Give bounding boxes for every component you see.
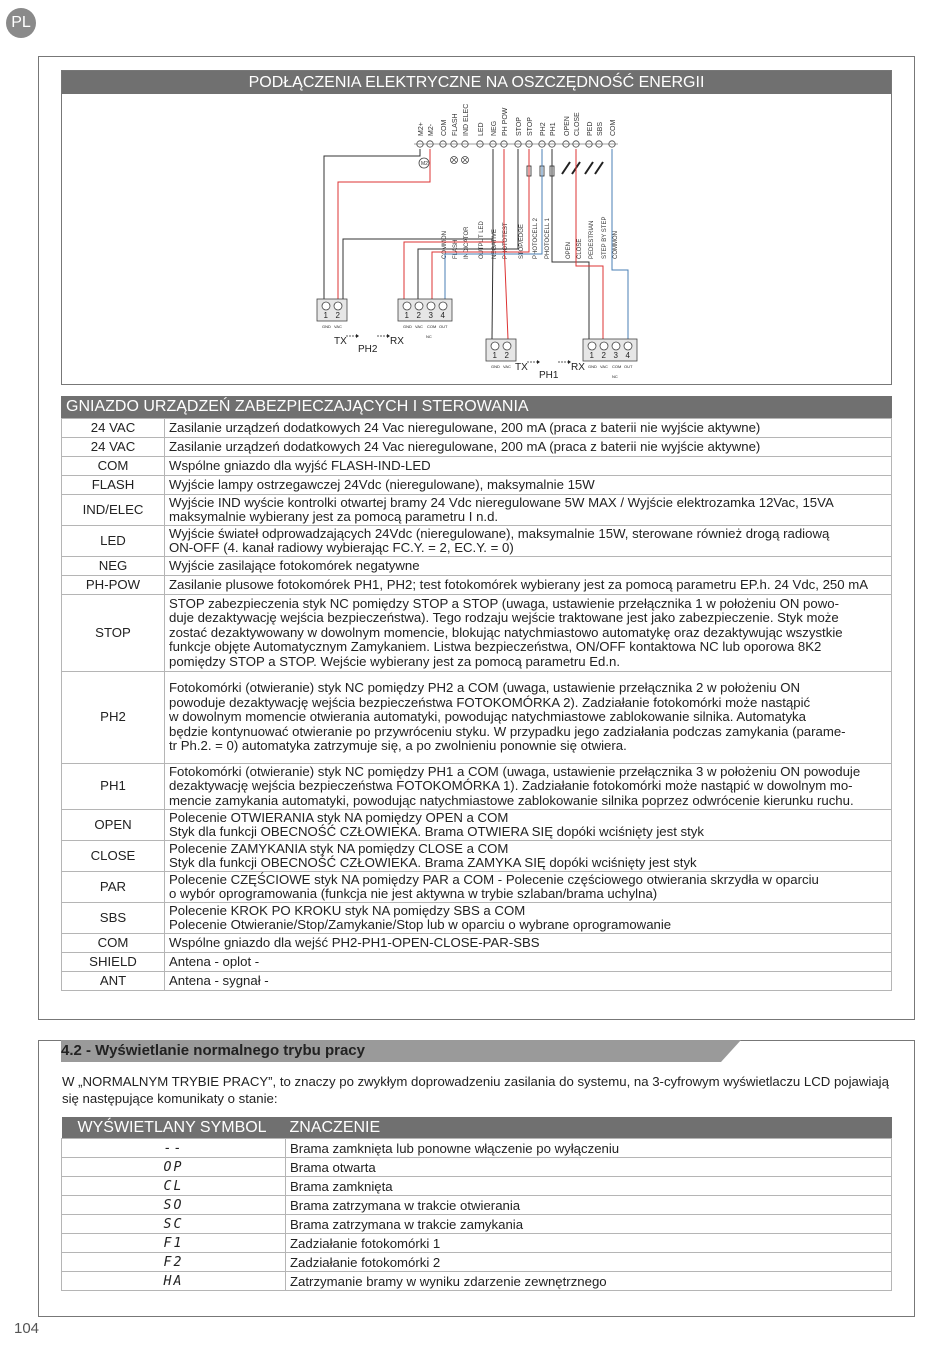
block-terminal-number: 1	[323, 311, 328, 320]
block-terminal-number: 3	[613, 351, 618, 360]
display-meaning: Zadziałanie fotokomórki 2	[286, 1253, 892, 1272]
motor-label: M2	[421, 161, 428, 167]
section-4-2-title: 4.2 - Wyświetlanie normalnego trybu pracy	[61, 1042, 365, 1059]
display-symbol: SC	[62, 1215, 286, 1234]
block-terminal-number: 2	[504, 351, 509, 360]
function-label: FLASH	[453, 239, 459, 259]
terminal-row	[62, 526, 892, 557]
block-terminal-number: 4	[625, 351, 630, 360]
block-terminal-number: 1	[404, 311, 409, 320]
top-terminal-label: CLOSE	[574, 112, 581, 136]
description-line: Polecenie Otwieranie/Stop/Zamykanie/Stop lub w oparciu o wybrane oprogramowanie	[169, 917, 672, 932]
display-meaning: Brama zamknięta	[286, 1177, 892, 1196]
description-line: funkcje objęte Automatycznym Zamykaniem. Listwa bezpieczeństwa, ON/OFF kontaktowa NC lub oporowa 8K2	[169, 639, 822, 655]
display-meaning: Zadziałanie fotokomórki 1	[286, 1234, 892, 1253]
display-meaning: Brama zamknięta lub ponowne włączenie po wyłączeniu	[286, 1139, 892, 1158]
terminal-row	[62, 557, 892, 576]
terminal-name: PAR	[62, 872, 165, 903]
display-row	[62, 1272, 892, 1291]
block-screw	[600, 342, 608, 350]
description-line: Zasilanie plusowe fotokomórek PH1, PH2; test fotokomórek wybierany jest za pomocą parametru EP.h. 24 Vdc, 250 mA	[169, 576, 869, 592]
description-line: duje dezaktywację wejścia bezpieczeństwa). Tego rodzaju wejście traktowane jest jako zabezpieczenie. Styk może	[169, 610, 839, 626]
block-sub-label: GND	[322, 324, 331, 329]
function-label: PEDESTRIAN	[589, 220, 595, 259]
terminal-name: SBS	[62, 903, 165, 934]
description-line: tr Ph.2. = 0) automatyka zatrzymuje się, a po zwolnieniu ponownie się otwiera.	[169, 738, 627, 754]
terminal-name: PH-POW	[62, 576, 165, 595]
block-screw	[334, 302, 342, 310]
display-meaning: Brama otwarta	[286, 1158, 892, 1177]
block-screw	[491, 342, 499, 350]
terminal-row	[62, 872, 892, 903]
block-sub-label: VAC	[334, 324, 342, 329]
ph2-caption-tx: TX	[334, 336, 347, 347]
terminal-description	[165, 476, 892, 495]
description-line: mencie zamykania automatyki, powodując natychmiastowe zablokowanie silnika poprzez odwrócenie kierunku ruchu.	[169, 792, 854, 808]
ph1-tx-block	[486, 339, 516, 361]
terminal-name: STOP	[62, 595, 165, 672]
terminal-name: PH1	[62, 764, 165, 810]
block-screw	[439, 302, 447, 310]
terminal-row	[62, 672, 892, 764]
function-label: PHOTOCELL 1	[545, 217, 551, 259]
nc-label: NC	[426, 334, 432, 339]
section-4-2-header	[61, 1040, 741, 1062]
description-line: Styk dla funkcji OBECNOŚĆ CZŁOWIEKA. Brama OTWIERA SIĘ dopóki wciśnięty jest styk	[169, 824, 704, 839]
terminal-description	[165, 557, 892, 576]
display-meaning: Brama zatrzymana w trakcie zamykania	[286, 1215, 892, 1234]
terminal-name: ANT	[62, 972, 165, 991]
terminal-description	[165, 419, 892, 438]
block-screw	[322, 302, 330, 310]
block-terminal-number: 3	[428, 311, 433, 320]
description-line: Polecenie OTWIERANIA styk NA pomiędzy OPEN a COM	[169, 809, 509, 825]
block-screw	[427, 302, 435, 310]
block-screw	[415, 302, 423, 310]
block-sub-label: COM	[427, 324, 437, 329]
terminal-description	[165, 934, 892, 953]
top-terminal-label: M2-	[428, 123, 435, 136]
wiring-diagram	[61, 70, 892, 385]
block-screw	[588, 342, 596, 350]
function-label: OUTPUT LED	[479, 221, 485, 259]
section-intro-text: W „NORMALNYM TRYBIE PRACY”, to znaczy po zwykłym doprowadzeniu zasilania do systemu, na 3-cyfrowym wyświetlaczu LCD pojawiają się następujące komunikaty o stanie:	[62, 1074, 889, 1106]
description-line: Wyjście lampy ostrzegawczej 24Vdc (nieregulowane), maksymalnie 15W	[169, 476, 595, 492]
description-line: Wyjście zasilające fotokomórek negatywne	[169, 557, 420, 573]
block-sub-label: VAC	[415, 324, 423, 329]
ph1-caption-rx: RX	[571, 362, 585, 373]
meaning-column-header: ZNACZENIE	[286, 1117, 892, 1139]
terminal-name: 24 VAC	[62, 419, 165, 438]
top-terminal-label: SBS	[597, 121, 604, 136]
terminal-row	[62, 903, 892, 934]
block-sub-label: GND	[588, 364, 597, 369]
block-screw	[403, 302, 411, 310]
description-line: będzie kontynuować otwieranie po przywróceniu styku. W przypadku jego zadziałania podczas zamykania (parame-	[169, 723, 846, 739]
terminal-row	[62, 810, 892, 841]
top-terminal-label: STOP	[527, 117, 534, 136]
description-line: Polecenie KROK PO KROKU styk NA pomiędzy SBS a COM	[169, 902, 526, 918]
wiring-svg	[62, 94, 891, 384]
top-terminal-label: PH1	[550, 122, 557, 136]
terminal-name: COM	[62, 457, 165, 476]
pushbutton-symbol	[585, 162, 593, 174]
beam-arrowhead	[356, 334, 359, 338]
block-sub-label: OUT	[624, 364, 633, 369]
terminal-description	[165, 526, 892, 557]
beam-arrowhead	[537, 360, 540, 364]
function-label: COMMON	[442, 231, 448, 259]
display-symbol: OP	[62, 1158, 286, 1177]
terminals-section-title: GNIAZDO URZĄDZEŃ ZABEZPIECZAJĄCYCH I STEROWANIA	[61, 396, 892, 418]
display-row	[62, 1177, 892, 1196]
terminal-row	[62, 495, 892, 526]
block-terminal-number: 2	[335, 311, 340, 320]
terminal-description	[165, 495, 892, 526]
top-terminal-label: IND ELEC	[463, 103, 470, 136]
top-terminal-label: NEG	[491, 120, 498, 136]
terminal-description	[165, 595, 892, 672]
wire	[404, 149, 504, 299]
block-sub-label: VAC	[600, 364, 608, 369]
block-sub-label: COM	[612, 364, 622, 369]
ph2-tx-block	[317, 299, 347, 321]
block-sub-label: GND	[403, 324, 412, 329]
description-line: o wybór oprogramowania (funkcja nie jest aktywna w trybie szlaban/brama uchylna)	[169, 886, 658, 901]
display-row	[62, 1196, 892, 1215]
terminal-description	[165, 457, 892, 476]
terminal-name: LED	[62, 526, 165, 557]
top-terminal-label: OPEN	[564, 116, 571, 136]
function-label: STOP/EDGE	[519, 224, 525, 259]
display-symbol: F1	[62, 1234, 286, 1253]
description-line: Wyjście IND wyście kontrolki otwartej bramy 24 Vdc nieregulowane 5W MAX / Wyjście elektrozamka 12Vac, 15VA	[169, 494, 834, 510]
terminal-description	[165, 810, 892, 841]
description-line: Wspólne gniazdo dla wejść PH2-PH1-OPEN-CLOSE-PAR-SBS	[169, 934, 540, 950]
top-terminal-label: COM	[441, 119, 448, 136]
terminal-row	[62, 764, 892, 810]
description-line: powoduje dezaktywację wejścia bezpieczeństwa FOTOKOMÓRKA 2). Zadziałanie fotokomórki może nastąpić	[169, 694, 811, 710]
top-terminal-label: COM	[610, 119, 617, 136]
description-line: Fotokomórki (otwieranie) styk NC pomiędzy PH1 a COM (uwaga, ustawienie przełącznika 3 w położeniu ON powoduje	[169, 763, 861, 779]
display-symbols-table	[61, 1117, 892, 1291]
function-label: OPEN	[566, 241, 572, 259]
description-line: maksymalnie wybierany jest za pomocą parametru I n.d.	[169, 509, 499, 524]
block-terminal-number: 4	[440, 311, 445, 320]
description-line: Antena - sygnał -	[169, 972, 269, 988]
terminal-row	[62, 576, 892, 595]
display-row	[62, 1139, 892, 1158]
terminal-row	[62, 476, 892, 495]
terminal-description	[165, 953, 892, 972]
description-line: zostać dezaktywowany w dowolnym momencie, blokując natychmiastowo automatykę oraz dezaktywując wszystkie	[169, 624, 843, 640]
top-terminal-label: M2+	[418, 122, 425, 136]
block-terminal-number: 1	[589, 351, 594, 360]
description-line: Polecenie CZĘŚCIOWE styk NA pomiędzy PAR a COM - Polecenie częściowego otwierania skrzydła w oparciu	[169, 871, 819, 887]
ph2-caption-rx: RX	[390, 336, 404, 347]
terminal-row	[62, 953, 892, 972]
function-label: CLOSE	[577, 238, 583, 259]
block-sub-label: VAC	[503, 364, 511, 369]
nc-label: NC	[612, 374, 618, 379]
terminal-row	[62, 595, 892, 672]
terminal-description	[165, 576, 892, 595]
ph2-caption-label: PH2	[358, 344, 378, 355]
block-sub-label: OUT	[439, 324, 448, 329]
terminal-description	[165, 438, 892, 457]
terminal-name: CLOSE	[62, 841, 165, 872]
diagram-title: PODŁĄCZENIA ELEKTRYCZNE NA OSZCZĘDNOŚĆ ENERGII	[62, 71, 891, 94]
pushbutton-symbol	[595, 162, 603, 174]
top-terminal-label: PH POW	[502, 107, 509, 136]
block-sub-label: GND	[491, 364, 500, 369]
description-line: pomiędzy STOP a STOP. Wejście wybierany jest za pomocą parametru Ed.n.	[169, 653, 621, 669]
description-line: ON-OFF (4. kanał radiowy wybierając FC.Y. = 2, EC.Y. = 0)	[169, 540, 514, 555]
terminal-row	[62, 438, 892, 457]
description-line: Wspólne gniazdo dla wyjść FLASH-IND-LED	[169, 457, 431, 473]
wire	[338, 149, 430, 299]
function-label: NEGATIVE	[492, 229, 498, 259]
function-label: INDICATOR	[464, 226, 470, 259]
block-screw	[503, 342, 511, 350]
symbol-column-header: WYŚWIETLANY SYMBOL	[62, 1117, 286, 1139]
description-line: dezaktywację wejścia bezpieczeństwa FOTOKOMÓRKA 1). Zadziałanie fotokomórki może nastąpić w dowolnym mo-	[169, 778, 853, 794]
description-line: Wyjście świateł odprowadzających 24Vdc (nieregulowane), maksymalnie 15W, sterowane również drogą radiową	[169, 525, 830, 541]
terminal-description	[165, 672, 892, 764]
terminal-name: 24 VAC	[62, 438, 165, 457]
top-terminal-label: FLASH	[452, 113, 459, 136]
description-line: w dowolnym momencie otwierania automatyki, powodując natychmiastowe zablokowanie silnika. Automatyka	[169, 709, 806, 725]
terminal-name: PH2	[62, 672, 165, 764]
display-meaning: Zatrzymanie bramy w wyniku zdarzenie zewnętrznego	[286, 1272, 892, 1291]
terminal-name: NEG	[62, 557, 165, 576]
ph1-caption-label: PH1	[539, 370, 559, 381]
top-terminal-label: LED	[478, 122, 485, 136]
terminals-table	[61, 418, 892, 991]
terminal-description	[165, 903, 892, 934]
description-line: STOP zabezpieczenia styk NC pomiędzy STOP a STOP (uwaga, ustawienie przełącznika 1 w położeniu ON powo-	[169, 595, 839, 611]
top-terminal-label: STOP	[516, 117, 523, 136]
ph1-caption-tx: TX	[515, 362, 528, 373]
language-badge: PL	[6, 8, 36, 38]
terminal-row	[62, 934, 892, 953]
description-line: Styk dla funkcji OBECNOŚĆ CZŁOWIEKA. Brama ZAMYKA SIĘ dopóki wciśnięty jest styk	[169, 855, 697, 870]
display-row	[62, 1253, 892, 1272]
top-terminal-label: PH2	[540, 122, 547, 136]
terminal-description	[165, 972, 892, 991]
description-line: Zasilanie urządzeń dodatkowych 24 Vac nieregulowane, 200 mA (praca z baterii nie wyjście aktywne)	[169, 419, 761, 435]
function-label: PHOTOCELL 2	[533, 217, 539, 259]
block-screw	[612, 342, 620, 350]
terminal-name: COM	[62, 934, 165, 953]
terminal-description	[165, 841, 892, 872]
page-number: 104	[14, 1320, 40, 1337]
function-label: STEP BY STEP	[602, 216, 608, 259]
function-label: PHOTOTEST	[503, 222, 509, 259]
terminal-name: FLASH	[62, 476, 165, 495]
terminal-description	[165, 872, 892, 903]
display-symbol: F2	[62, 1253, 286, 1272]
terminal-name: IND/ELEC	[62, 495, 165, 526]
terminal-row	[62, 841, 892, 872]
function-label: COMMON	[613, 231, 619, 259]
block-screw	[624, 342, 632, 350]
block-terminal-number: 2	[416, 311, 421, 320]
terminal-description	[165, 764, 892, 810]
terminal-row	[62, 419, 892, 438]
description-line: Fotokomórki (otwieranie) styk NC pomiędzy PH2 a COM (uwaga, ustawienie przełącznika 2 w położeniu ON	[169, 680, 801, 696]
display-symbol: HA	[62, 1272, 286, 1291]
pushbutton-symbol	[562, 162, 570, 174]
display-symbol: CL	[62, 1177, 286, 1196]
display-row	[62, 1158, 892, 1177]
block-terminal-number: 2	[601, 351, 606, 360]
display-symbol: SO	[62, 1196, 286, 1215]
terminal-row	[62, 457, 892, 476]
description-line: Polecenie ZAMYKANIA styk NA pomiędzy CLOSE a COM	[169, 840, 509, 856]
top-terminal-label: PED	[587, 121, 594, 136]
display-row	[62, 1234, 892, 1253]
terminal-name: OPEN	[62, 810, 165, 841]
description-line: Antena - oplot -	[169, 953, 260, 969]
display-row	[62, 1215, 892, 1234]
display-symbol: --	[62, 1139, 286, 1158]
display-meaning: Brama zatrzymana w trakcie otwierania	[286, 1196, 892, 1215]
terminal-name: SHIELD	[62, 953, 165, 972]
terminal-row	[62, 972, 892, 991]
block-terminal-number: 1	[492, 351, 497, 360]
description-line: Zasilanie urządzeń dodatkowych 24 Vac nieregulowane, 200 mA (praca z baterii nie wyjście aktywne)	[169, 438, 761, 454]
